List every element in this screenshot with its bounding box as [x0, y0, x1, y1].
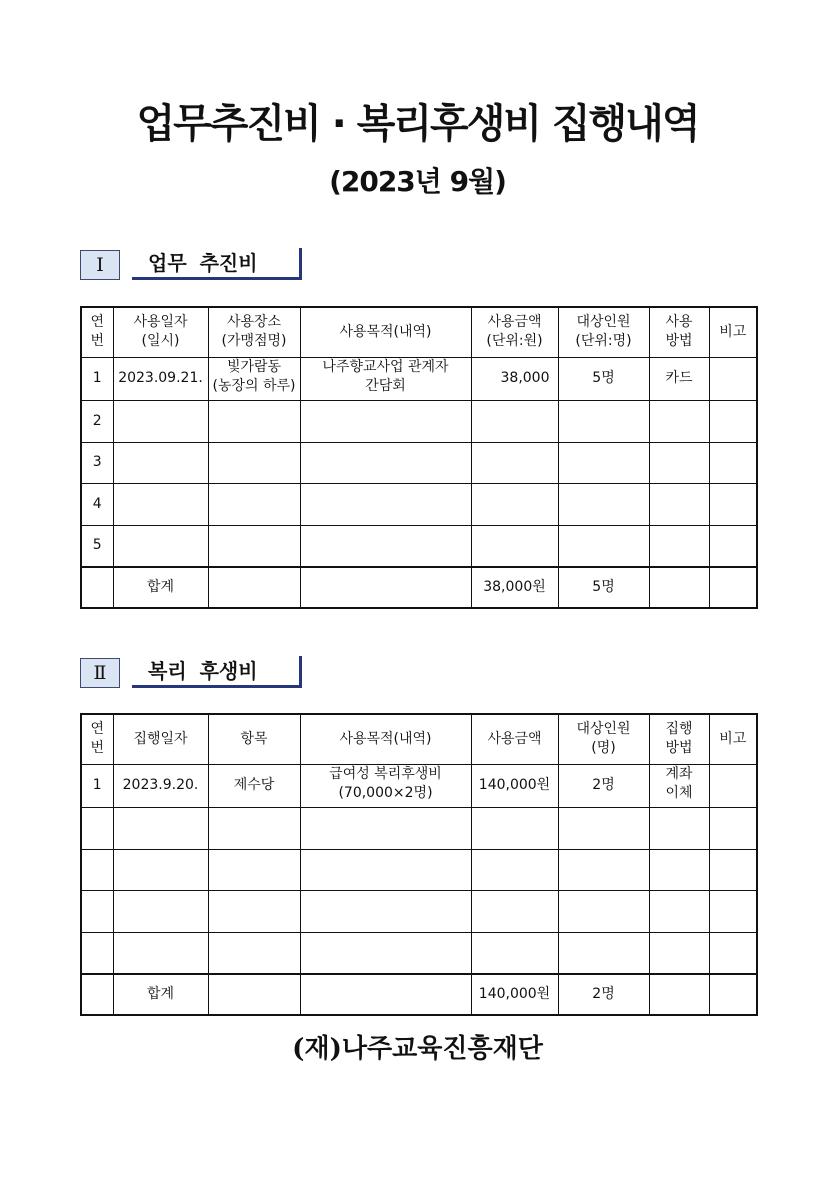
header-purpose: 사용목적(내역) [300, 307, 471, 357]
cell-date: 2023.9.20. [113, 764, 208, 807]
cell-place: 빛가람동 (농장의 하루) [208, 357, 300, 400]
header-note: 비고 [709, 714, 757, 764]
business-expense-table [80, 306, 758, 609]
total-row [81, 974, 757, 1015]
cell-amount [471, 525, 558, 567]
header-no: 연 번 [81, 714, 113, 764]
header-date: 사용일자 (일시) [113, 307, 208, 357]
cell-place [208, 483, 300, 525]
section-2-number: Ⅱ [80, 658, 120, 688]
cell-no: 2 [81, 400, 113, 442]
cell-purpose [300, 483, 471, 525]
cell-date: 2023.09.21. [113, 357, 208, 400]
cell-note [709, 764, 757, 807]
cell-method [649, 400, 709, 442]
cell-method: 계좌 이체 [649, 764, 709, 807]
cell-amount [471, 400, 558, 442]
page-title: 업무추진비 · 복리후생비 집행내역 [136, 101, 699, 147]
table-row [81, 442, 757, 483]
header-method: 사용 방법 [649, 307, 709, 357]
table-row [81, 400, 757, 442]
cell-method [649, 442, 709, 483]
table-row [81, 764, 757, 807]
header-item: 항목 [208, 714, 300, 764]
cell-note [709, 400, 757, 442]
cell-people [558, 400, 649, 442]
total-people: 2명 [558, 974, 649, 1015]
cell-purpose: 나주향교사업 관계자 간담회 [300, 357, 471, 400]
cell-amount: 140,000원 [471, 764, 558, 807]
organization-name: (재)나주교육진흥재단 [292, 1034, 543, 1064]
cell-method [649, 483, 709, 525]
cell-method [649, 525, 709, 567]
total-amount: 140,000원 [471, 974, 558, 1015]
cell-amount: 38,000 [471, 357, 558, 400]
cell-method: 카드 [649, 357, 709, 400]
cell-date [113, 483, 208, 525]
header-people: 대상인원 (명) [558, 714, 649, 764]
header-method: 집행 방법 [649, 714, 709, 764]
header-no: 연 번 [81, 307, 113, 357]
table-row [81, 525, 757, 567]
cell-people [558, 525, 649, 567]
cell-amount [471, 442, 558, 483]
total-label: 합계 [113, 567, 208, 608]
table-row [81, 890, 757, 932]
section-1-title: 업무 추진비 [132, 248, 302, 280]
cell-purpose [300, 442, 471, 483]
page-subtitle: (2023년 9월) [329, 165, 506, 198]
cell-date [113, 525, 208, 567]
header-amount: 사용금액 [471, 714, 558, 764]
cell-no: 1 [81, 764, 113, 807]
cell-people [558, 442, 649, 483]
cell-date [113, 442, 208, 483]
table-row [81, 932, 757, 974]
cell-note [709, 525, 757, 567]
header-place: 사용장소 (가맹점명) [208, 307, 300, 357]
header-note: 비고 [709, 307, 757, 357]
cell-purpose: 급여성 복리후생비 (70,000×2명) [300, 764, 471, 807]
cell-no: 3 [81, 442, 113, 483]
total-people: 5명 [558, 567, 649, 608]
total-label: 합계 [113, 974, 208, 1015]
cell-no: 5 [81, 525, 113, 567]
cell-people: 5명 [558, 357, 649, 400]
section-1-number: Ⅰ [80, 250, 120, 280]
table-header-row [81, 714, 757, 764]
table-header-row [81, 307, 757, 357]
total-amount: 38,000원 [471, 567, 558, 608]
welfare-expense-table [80, 713, 758, 1016]
table-row [81, 483, 757, 525]
total-row [81, 567, 757, 608]
cell-people: 2명 [558, 764, 649, 807]
cell-purpose [300, 400, 471, 442]
cell-place [208, 442, 300, 483]
cell-note [709, 442, 757, 483]
header-purpose: 사용목적(내역) [300, 714, 471, 764]
cell-place [208, 525, 300, 567]
cell-date [113, 400, 208, 442]
table-row [81, 849, 757, 890]
cell-place [208, 400, 300, 442]
header-date: 집행일자 [113, 714, 208, 764]
cell-people [558, 483, 649, 525]
header-amount: 사용금액 (단위:원) [471, 307, 558, 357]
table-row [81, 807, 757, 849]
table-row [81, 357, 757, 400]
cell-purpose [300, 525, 471, 567]
cell-no: 4 [81, 483, 113, 525]
cell-note [709, 357, 757, 400]
cell-amount [471, 483, 558, 525]
section-2-title: 복리 후생비 [132, 656, 302, 688]
header-people: 대상인원 (단위:명) [558, 307, 649, 357]
cell-item: 제수당 [208, 764, 300, 807]
cell-no: 1 [81, 357, 113, 400]
cell-note [709, 483, 757, 525]
